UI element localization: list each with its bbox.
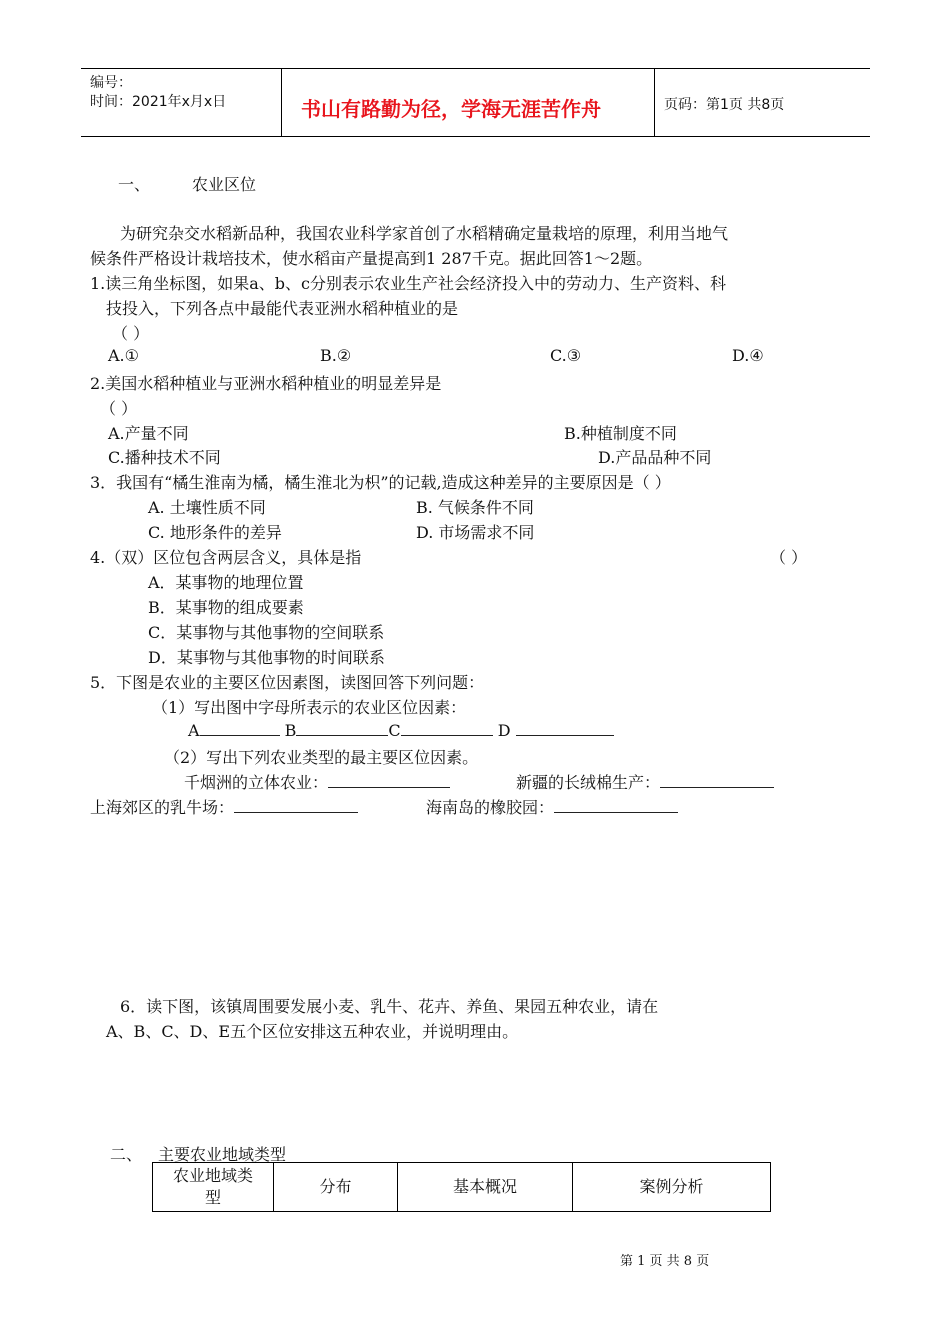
table-header-type-line-2: 型 [204,1188,221,1207]
q1-option-a: A.① [108,346,139,365]
q3-option-a: A. 土壤性质不同 [148,498,266,517]
q5-letter-d: D [497,721,511,740]
section1-number: 一、 [118,175,151,194]
table-header-type-line-1: 农业地域类 [172,1166,253,1185]
q5-item-2-label: 新疆的长绒棉生产： [516,773,661,792]
q5-item-1-label: 千烟洲的立体农业： [184,773,329,792]
q2-option-b: B.种植制度不同 [564,424,677,443]
q5-blank-row [188,720,614,740]
header-motto: 书山有路勤为径，学海无涯苦作舟 [301,97,601,121]
q4-option-d: D．某事物与其他事物的时间联系 [148,648,385,667]
table-header-distribution: 分布 [274,1163,398,1212]
q4-option-c: C．某事物与其他事物的空间联系 [148,623,385,642]
q2-option-c: C.播种技术不同 [108,448,221,467]
q3-option-c: C. 地形条件的差异 [148,523,282,542]
header-divider-left [281,68,282,136]
footer-page-number: 第 1 页 共 8 页 [620,1254,710,1269]
q5-item-4 [426,795,678,818]
q5-item-3-label: 上海郊区的乳牛场： [90,798,235,817]
agri-region-table [152,1162,771,1212]
q4-stem: 4.（双）区位包含两层含义，具体是指 [90,548,362,567]
q1-answer-paren: （ ） [112,324,150,343]
q5-blank-d[interactable] [516,720,614,736]
q5-item-4-label: 海南岛的橡胶园： [426,798,555,817]
intro-line-2: 候条件严格设计栽培技术，使水稻亩产量提高到1 287千克。据此回答1～2题。 [90,249,653,268]
q2-option-a: A.产量不同 [108,424,189,443]
q5-stem: 5．下图是农业的主要区位因素图，读图回答下列问题： [90,673,485,692]
q3-stem: 3．我国有“橘生淮南为橘，橘生淮北为枳”的记载,造成这种差异的主要原因是（ ） [90,473,671,492]
table-header-row [153,1163,771,1212]
q5-item-2-blank[interactable] [660,772,774,788]
table-header-type [153,1163,274,1212]
q5-blank-c[interactable] [401,720,493,736]
page-label: 页码：第1页 共8页 [664,97,785,113]
serial-label: 编号： [90,75,132,91]
table-header-case: 案例分析 [573,1163,771,1212]
q2-option-d: D.产品品种不同 [598,448,712,467]
q3-option-b: B. 气候条件不同 [416,498,534,517]
q5-item-1-blank[interactable] [328,772,450,788]
table-header-overview: 基本概况 [398,1163,573,1212]
q5-blank-a[interactable] [200,720,280,736]
section2-title: 主要农业地域类型 [158,1145,287,1164]
q6-line-2: A、B、C、D、E五个区位安排这五种农业，并说明理由。 [106,1022,519,1041]
q5-letter-c: C [388,721,401,740]
q5-item-3-blank[interactable] [234,797,358,813]
header-bottom-rule [81,136,870,137]
q5-item-3 [90,795,358,818]
q1-line-2: 技投入，下列各点中最能代表亚洲水稻种植业的是 [106,299,459,318]
q1-option-c: C.③ [550,346,582,365]
q5-item-2 [516,770,774,793]
q5-blank-b[interactable] [296,720,388,736]
q5-item-1 [184,770,450,793]
section1-title: 农业区位 [192,175,257,194]
q1-line-1: 1.读三角坐标图，如果a、b、c分别表示农业生产社会经济投入中的劳动力、生产资料、科 [90,274,727,293]
q5-letter-a: A [188,721,200,740]
section2-number: 二、 [110,1145,143,1164]
q4-option-a: A．某事物的地理位置 [148,573,304,592]
intro-line-1: 为研究杂交水稻新品种，我国农业科学家首创了水稻精确定量栽培的原理，利用当地气 [120,224,729,243]
q5-letter-b: B [284,721,297,740]
time-label: 时间：2021年x月x日 [90,94,227,110]
header-divider-right [654,68,655,136]
q5-sub-2: （2）写出下列农业类型的最主要区位因素。 [164,748,479,767]
q5-sub-1: （1）写出图中字母所表示的农业区位因素： [152,698,467,717]
q4-answer-paren: （ ） [770,548,808,567]
q1-option-d: D.④ [732,346,764,365]
q4-option-b: B．某事物的组成要素 [148,598,304,617]
q5-item-4-blank[interactable] [554,797,678,813]
q1-option-b: B.② [320,346,352,365]
q2-answer-paren: （ ） [100,399,138,418]
q2-stem: 2.美国水稻种植业与亚洲水稻种植业的明显差异是 [90,374,442,393]
q6-line-1: 6．读下图，该镇周围要发展小麦、乳牛、花卉、养鱼、果园五种农业，请在 [120,997,659,1016]
header-top-rule [81,68,870,69]
q3-option-d: D. 市场需求不同 [416,523,535,542]
